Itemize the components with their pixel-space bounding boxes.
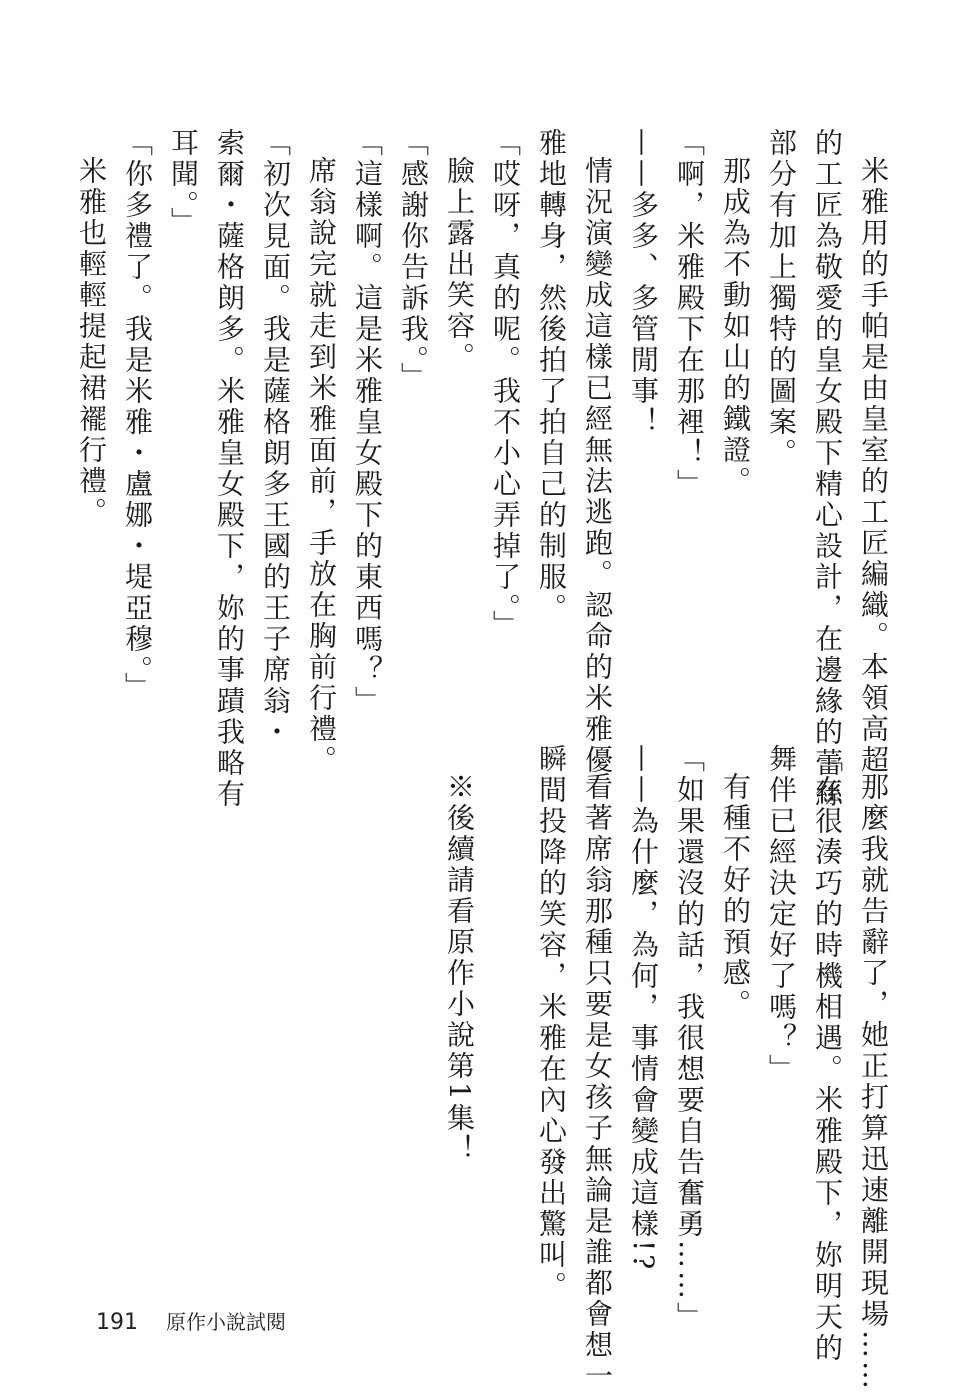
text-column: 看著席翁那種只要是女孩子無論是誰都會想一 (581, 772, 614, 1392)
text-column: 部分有加上獨特的圖案。 (765, 128, 798, 469)
text-column: 那成為不動如山的鐵證。 (719, 156, 752, 497)
page-number: 191 (96, 1310, 138, 1335)
lower-text-block (436, 744, 896, 1392)
text-column: 雅地轉身，然後拍了拍自己的制服。 (535, 128, 568, 624)
text-column: 「在很湊巧的時機相遇。米雅殿下，妳明天的 (811, 744, 844, 1364)
text-column: 席翁說完就走到米雅面前，手放在胸前行禮。 (305, 156, 338, 776)
text-column: 「如果還沒的話，我很想要自告奮勇……」 (673, 744, 706, 1333)
upper-text-block (68, 128, 896, 810)
page-footer (96, 1306, 286, 1335)
text-column: 米雅也輕輕提起裙襬行禮。 (75, 156, 108, 528)
text-column: ——多多、多管閒事！ (627, 128, 660, 438)
text-column: 「啊，米雅殿下在那裡！」 (673, 128, 706, 500)
text-column (482, 744, 528, 1284)
text-column: 臉上露出笑容。 (443, 156, 476, 373)
text-column: 「這樣啊。這是米雅皇女殿下的東西嗎？」 (351, 128, 384, 717)
text-column: 米雅用的手帕是由皇室的工匠編織。本領高超 (857, 156, 890, 776)
text-column: ※後續請看原作小說第1集！ (443, 772, 476, 1165)
text-column: 「你多禮了。我是米雅・盧娜・堤亞穆。」 (121, 128, 154, 703)
text-column: 的工匠為敬愛的皇女殿下精心設計，在邊緣的蕾絲 (811, 128, 844, 810)
text-column: 索爾・薩格朗多。米雅皇女殿下，妳的事蹟我略有 (213, 128, 246, 810)
text-column: 那麼我就告辭了，她正打算迅速離開現場…… (857, 772, 890, 1392)
text-column: 情況演變成這樣已經無法逃跑。認命的米雅優 (581, 156, 614, 776)
text-column: 「感謝你告訴我。」 (397, 128, 430, 393)
text-column: 耳聞。」 (167, 128, 200, 238)
text-column: 「哎呀，真的呢。我不小心弄掉了。」 (489, 128, 522, 641)
text-column: ——為什麼，為何，事情會變成這樣!? (627, 744, 660, 1273)
text-column: 「初次見面。我是薩格朗多王國的王子席翁・ (259, 128, 292, 748)
text-column: 有種不好的預感。 (719, 772, 752, 1020)
text-column: 瞬間投降的笑容，米雅在內心發出驚叫。 (535, 744, 568, 1302)
section-title: 原作小說試閱 (166, 1310, 286, 1334)
text-column: 舞伴已經決定好了嗎？」 (765, 744, 798, 1085)
